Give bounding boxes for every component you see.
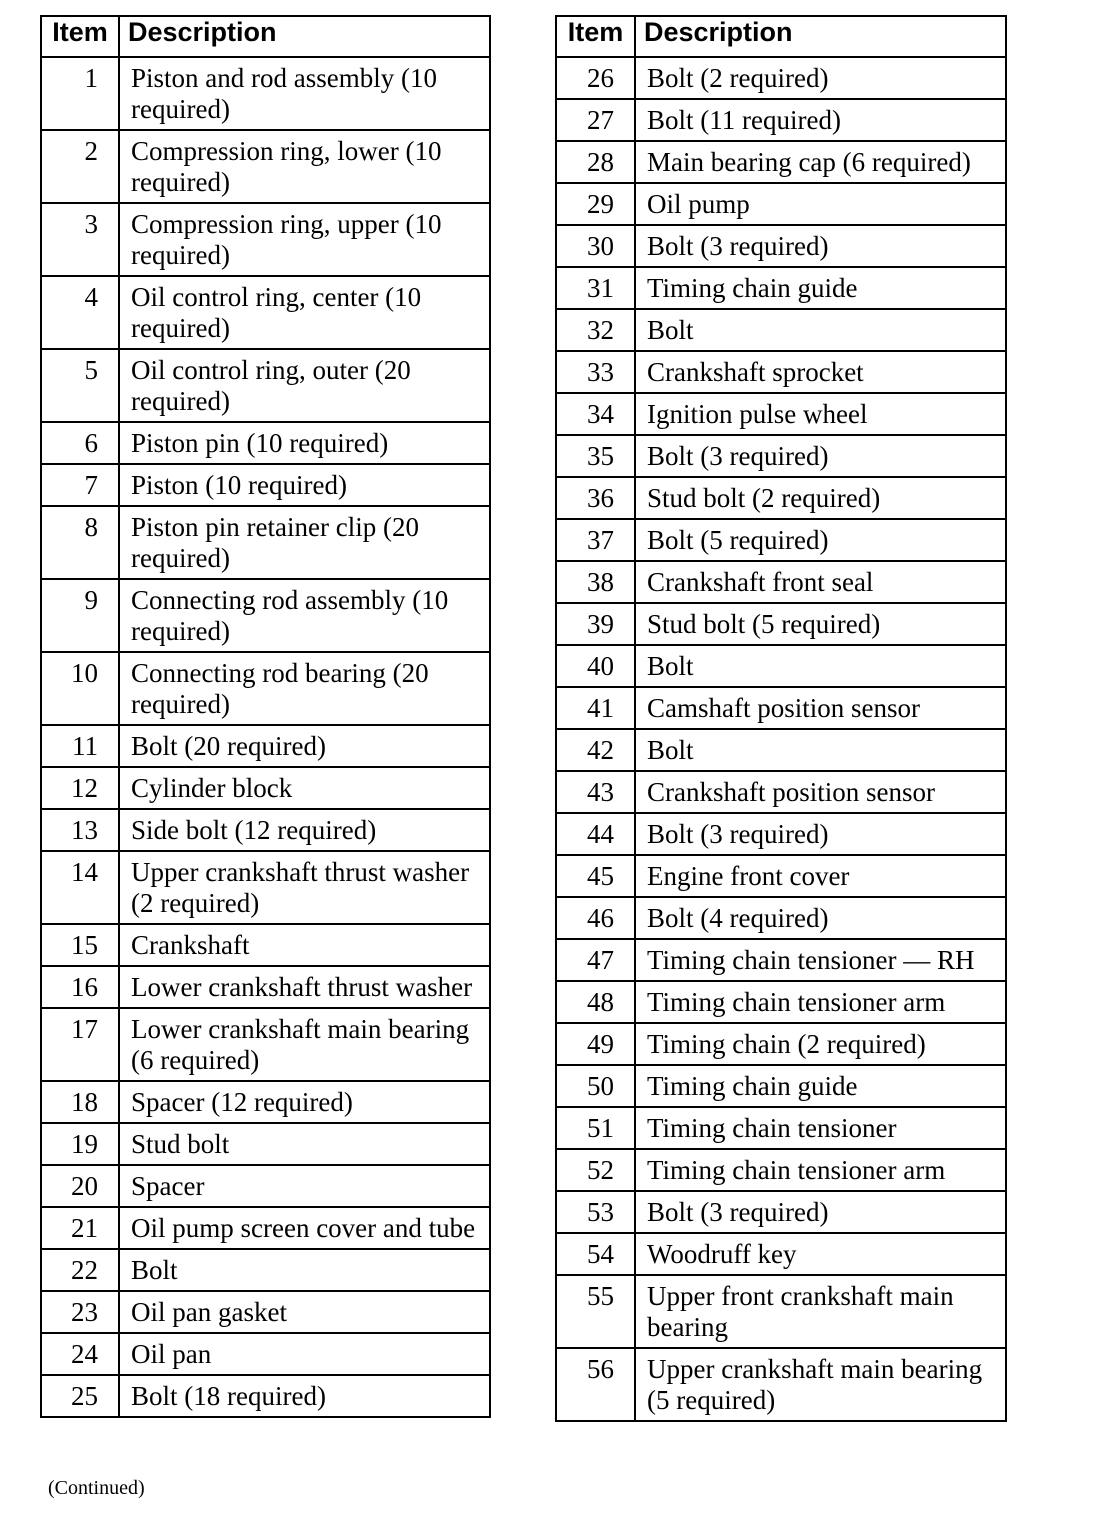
table-row [41,809,490,851]
table-row [41,349,490,422]
table-row [41,506,490,579]
item-description: Bolt (18 required) [119,1375,490,1417]
table-row [41,652,490,725]
table-row [556,1191,1006,1233]
table-row [41,1333,490,1375]
item-description: Side bolt (12 required) [119,809,490,851]
item-number: 21 [41,1207,119,1249]
item-description: Bolt (11 required) [635,99,1006,141]
item-number: 15 [41,924,119,966]
item-description: Oil pump [635,183,1006,225]
description-header: Description [119,16,490,57]
table-row [556,267,1006,309]
table-row [556,813,1006,855]
item-number: 10 [41,652,119,725]
table-row [556,393,1006,435]
table-row [556,603,1006,645]
item-description: Timing chain tensioner arm [635,981,1006,1023]
item-description: Crankshaft position sensor [635,771,1006,813]
item-description: Spacer (12 required) [119,1081,490,1123]
item-description: Bolt (4 required) [635,897,1006,939]
table-row [41,1008,490,1081]
table-row [556,477,1006,519]
table-row [41,1375,490,1417]
item-description: Bolt (3 required) [635,813,1006,855]
item-description: Bolt (5 required) [635,519,1006,561]
item-description: Stud bolt (2 required) [635,477,1006,519]
item-description: Piston pin (10 required) [119,422,490,464]
item-description: Connecting rod assembly (10 required) [119,579,490,652]
item-number: 13 [41,809,119,851]
item-description: Bolt (3 required) [635,225,1006,267]
item-number: 23 [41,1291,119,1333]
item-description: Compression ring, lower (10 required) [119,130,490,203]
item-number: 43 [556,771,635,813]
item-number: 16 [41,966,119,1008]
item-number: 26 [556,57,635,99]
item-description: Bolt (2 required) [635,57,1006,99]
item-number: 55 [556,1275,635,1348]
table-row [556,561,1006,603]
item-number: 4 [41,276,119,349]
item-number: 54 [556,1233,635,1275]
item-number: 39 [556,603,635,645]
item-number: 1 [41,57,119,130]
item-description: Timing chain tensioner — RH [635,939,1006,981]
item-number: 45 [556,855,635,897]
item-description: Lower crankshaft thrust washer [119,966,490,1008]
table-row [41,130,490,203]
item-number: 8 [41,506,119,579]
table-row [556,309,1006,351]
item-description: Timing chain guide [635,267,1006,309]
header-row [556,16,1006,57]
item-description: Oil pan gasket [119,1291,490,1333]
table-row [41,1291,490,1333]
item-description: Stud bolt [119,1123,490,1165]
table-row [556,1107,1006,1149]
table-row [556,855,1006,897]
table-row [41,966,490,1008]
header-row [41,16,490,57]
item-description: Upper crankshaft main bearing (5 required) [635,1348,1006,1421]
table-row [41,203,490,276]
item-header: Item [41,16,119,57]
item-number: 47 [556,939,635,981]
item-number: 40 [556,645,635,687]
table-row [556,183,1006,225]
table-row [556,435,1006,477]
item-description: Bolt [119,1249,490,1291]
item-description: Oil control ring, center (10 required) [119,276,490,349]
item-description: Piston pin retainer clip (20 required) [119,506,490,579]
parts-table-left-body [41,57,490,1417]
item-number: 17 [41,1008,119,1081]
item-number: 31 [556,267,635,309]
table-row [556,771,1006,813]
item-number: 51 [556,1107,635,1149]
item-description: Crankshaft sprocket [635,351,1006,393]
item-number: 36 [556,477,635,519]
item-description: Bolt [635,309,1006,351]
item-number: 12 [41,767,119,809]
item-number: 33 [556,351,635,393]
table-row [556,1275,1006,1348]
parts-table-left [40,15,491,1418]
item-number: 14 [41,851,119,924]
item-description: Crankshaft front seal [635,561,1006,603]
item-number: 27 [556,99,635,141]
item-description: Oil pump screen cover and tube [119,1207,490,1249]
item-number: 32 [556,309,635,351]
item-number: 19 [41,1123,119,1165]
item-description: Stud bolt (5 required) [635,603,1006,645]
item-number: 46 [556,897,635,939]
item-description: Cylinder block [119,767,490,809]
item-description: Spacer [119,1165,490,1207]
item-description: Oil control ring, outer (20 required) [119,349,490,422]
table-row [41,725,490,767]
item-number: 37 [556,519,635,561]
table-row [41,851,490,924]
item-number: 41 [556,687,635,729]
item-number: 2 [41,130,119,203]
item-description: Timing chain (2 required) [635,1023,1006,1065]
item-number: 56 [556,1348,635,1421]
item-description: Oil pan [119,1333,490,1375]
item-description: Camshaft position sensor [635,687,1006,729]
item-number: 24 [41,1333,119,1375]
item-description: Woodruff key [635,1233,1006,1275]
table-row [41,1165,490,1207]
table-row [41,57,490,130]
item-description: Timing chain tensioner arm [635,1149,1006,1191]
item-number: 28 [556,141,635,183]
item-description: Piston and rod assembly (10 required) [119,57,490,130]
item-number: 29 [556,183,635,225]
table-row [41,1249,490,1291]
item-number: 11 [41,725,119,767]
table-row [556,687,1006,729]
item-number: 50 [556,1065,635,1107]
item-number: 22 [41,1249,119,1291]
item-number: 44 [556,813,635,855]
item-description: Connecting rod bearing (20 required) [119,652,490,725]
table-row [556,57,1006,99]
table-row [41,464,490,506]
item-description: Bolt (20 required) [119,725,490,767]
item-number: 20 [41,1165,119,1207]
item-number: 52 [556,1149,635,1191]
item-number: 42 [556,729,635,771]
item-number: 5 [41,349,119,422]
table-row [41,1081,490,1123]
table-row [556,519,1006,561]
item-number: 9 [41,579,119,652]
parts-table-right-body [556,57,1006,1421]
item-number: 30 [556,225,635,267]
item-number: 7 [41,464,119,506]
continued-note: (Continued) [48,1477,145,1499]
item-description: Main bearing cap (6 required) [635,141,1006,183]
item-number: 38 [556,561,635,603]
table-row [556,1065,1006,1107]
item-description: Upper front crankshaft main bearing [635,1275,1006,1348]
table-row [41,422,490,464]
item-number: 6 [41,422,119,464]
table-row [556,981,1006,1023]
table-row [41,1207,490,1249]
item-number: 25 [41,1375,119,1417]
item-description: Ignition pulse wheel [635,393,1006,435]
item-description: Bolt (3 required) [635,1191,1006,1233]
item-description: Timing chain tensioner [635,1107,1006,1149]
table-row [556,99,1006,141]
table-row [556,897,1006,939]
table-row [556,1233,1006,1275]
item-description: Piston (10 required) [119,464,490,506]
table-row [556,939,1006,981]
table-row [41,579,490,652]
item-number: 48 [556,981,635,1023]
table-row [41,767,490,809]
parts-table-right [555,15,1007,1422]
description-header: Description [635,16,1006,57]
item-description: Bolt [635,645,1006,687]
item-description: Compression ring, upper (10 required) [119,203,490,276]
table-row [556,1149,1006,1191]
item-number: 35 [556,435,635,477]
item-description: Upper crankshaft thrust washer (2 required) [119,851,490,924]
item-description: Timing chain guide [635,1065,1006,1107]
table-row [41,276,490,349]
item-number: 34 [556,393,635,435]
item-number: 18 [41,1081,119,1123]
item-header: Item [556,16,635,57]
table-row [556,141,1006,183]
item-description: Lower crankshaft main bearing (6 required) [119,1008,490,1081]
item-number: 3 [41,203,119,276]
table-row [556,1348,1006,1421]
item-number: 49 [556,1023,635,1065]
table-row [556,729,1006,771]
item-description: Bolt (3 required) [635,435,1006,477]
table-row [41,924,490,966]
item-description: Bolt [635,729,1006,771]
item-description: Crankshaft [119,924,490,966]
table-row [41,1123,490,1165]
table-row [556,1023,1006,1065]
table-row [556,225,1006,267]
table-row [556,645,1006,687]
item-number: 53 [556,1191,635,1233]
item-description: Engine front cover [635,855,1006,897]
table-row [556,351,1006,393]
